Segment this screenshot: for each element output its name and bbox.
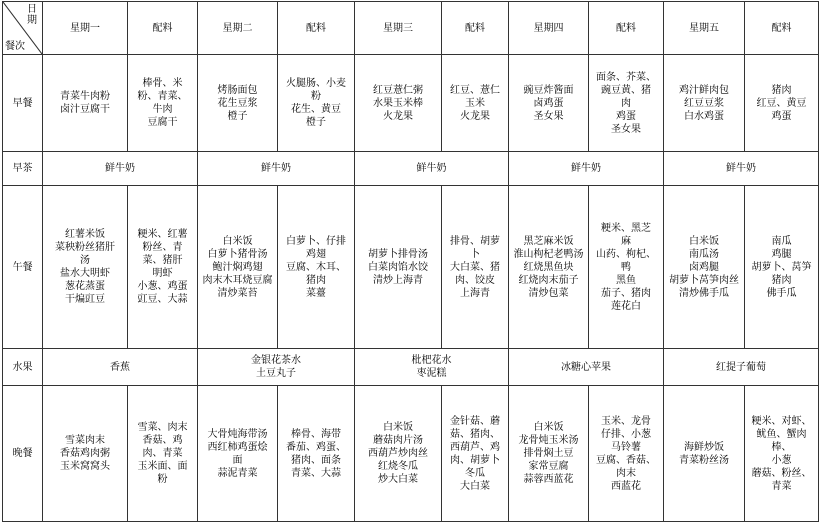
tuesday-morning-tea: 鲜牛奶 [198,152,355,186]
wednesday-lunch-dish: 胡萝卜排骨汤 白菜肉馅水饺 清炒上海青 [355,186,442,349]
corner-date-label: 日 期 [27,4,37,26]
monday-dinner-ingredients: 雪菜、肉末 香菇、鸡 肉、青菜 玉米面、面 粉 [128,386,198,522]
header-monday: 星期一 [43,2,128,55]
friday-lunch-ingredients: 南瓜 鸡腿 胡萝卜、莴笋 猪肉 佛手瓜 [745,186,819,349]
meal-label-dinner: 晚餐 [3,386,43,522]
breakfast-row [3,55,819,152]
wednesday-dinner-dish: 白米饭 蘑菇肉片汤 西葫芦炒肉丝 红烧冬瓜 炒大白菜 [355,386,442,522]
header-tuesday: 星期二 [198,2,278,55]
meal-label-fruit: 水果 [3,349,43,386]
monday-dinner-dish: 雪菜肉末 香菇鸡肉粥 玉米窝窝头 [43,386,128,522]
monday-breakfast-dish: 青菜牛肉粉 卤汁豆腐干 [43,55,128,152]
tuesday-fruit: 金银花茶水 土豆丸子 [198,349,355,386]
tuesday-lunch-dish: 白米饭 白萝卜猪骨汤 鲍汁焖鸡翅 肉末木耳烧豆腐 清炒菜苔 [198,186,278,349]
dinner-row [3,386,819,522]
thursday-morning-tea: 鲜牛奶 [509,152,664,186]
header-ingredients: 配料 [278,2,355,55]
header-row [3,2,819,55]
weekly-menu-table [2,1,819,522]
meal-label-lunch: 午餐 [3,186,43,349]
corner-header [3,2,43,55]
wednesday-lunch-ingredients: 排骨、胡萝 卜 大白菜、猪 肉、饺皮 上海青 [442,186,509,349]
thursday-lunch-dish: 黑芝麻米饭 淮山枸杞老鸭汤 红烧黑鱼块 红烧肉末茄子 清炒包菜 [509,186,589,349]
header-wednesday: 星期三 [355,2,442,55]
meal-label-morning-tea: 早茶 [3,152,43,186]
thursday-lunch-ingredients: 粳米、黑芝 麻 山药、枸杞、 鸭 黑鱼 茄子、猪肉 莲花白 [589,186,664,349]
thursday-fruit: 冰糖心苹果 [509,349,664,386]
wednesday-breakfast-ingredients: 红豆、薏仁 玉米 火龙果 [442,55,509,152]
corner-meal-label: 餐次 [5,41,25,52]
friday-fruit: 红提子葡萄 [664,349,819,386]
header-friday: 星期五 [664,2,745,55]
monday-lunch-dish: 红薯米饭 菜秧粉丝猪肝 汤 盐水大明虾 葱花蒸蛋 干煸豇豆 [43,186,128,349]
header-ingredients: 配料 [128,2,198,55]
header-ingredients: 配料 [589,2,664,55]
morning-tea-row [3,152,819,186]
friday-dinner-dish: 海鲜炒饭 青菜粉丝汤 [664,386,745,522]
thursday-dinner-dish: 白米饭 龙骨炖玉米汤 排骨焖土豆 家常豆腐 蒜蓉西蓝花 [509,386,589,522]
thursday-breakfast-ingredients: 面条、芥菜、 豌豆黄、猪 肉 鸡蛋 圣女果 [589,55,664,152]
friday-morning-tea: 鲜牛奶 [664,152,819,186]
tuesday-dinner-ingredients: 棒骨、海带 番茄、鸡蛋、 猪肉、面条 青菜、大蒜 [278,386,355,522]
friday-dinner-ingredients: 粳米、对虾、 鱿鱼、蟹肉棒、 小葱 蘑菇、粉丝、 青菜 [745,386,819,522]
fruit-row [3,349,819,386]
monday-lunch-ingredients: 粳米、红薯 粉丝、青 菜、猪肝 明虾 小葱、鸡蛋 豇豆、大蒜 [128,186,198,349]
thursday-breakfast-dish: 豌豆炸酱面 卤鸡蛋 圣女果 [509,55,589,152]
thursday-dinner-ingredients: 玉米、龙骨 仔排、小葱 马铃薯 豆腐、香菇、 肉末 西蓝花 [589,386,664,522]
header-ingredients: 配料 [745,2,819,55]
wednesday-dinner-ingredients: 金针菇、蘑 菇、猪肉、 西葫芦、鸡 肉、胡萝卜 冬瓜 大白菜 [442,386,509,522]
tuesday-dinner-dish: 大骨炖海带汤 西红柿鸡蛋烩 面 蒜泥青菜 [198,386,278,522]
monday-morning-tea: 鲜牛奶 [43,152,198,186]
monday-fruit: 香蕉 [43,349,198,386]
wednesday-fruit: 枇杷花水 枣泥糕 [355,349,509,386]
tuesday-breakfast-dish: 烤肠面包 花生豆浆 橙子 [198,55,278,152]
wednesday-morning-tea: 鲜牛奶 [355,152,509,186]
wednesday-breakfast-dish: 红豆薏仁粥 水果玉米棒 火龙果 [355,55,442,152]
friday-breakfast-dish: 鸡汁鲜肉包 红豆豆浆 白水鸡蛋 [664,55,745,152]
header-thursday: 星期四 [509,2,589,55]
friday-lunch-dish: 白米饭 南瓜汤 卤鸡腿 胡萝卜莴笋肉丝 清炒佛手瓜 [664,186,745,349]
meal-label-breakfast: 早餐 [3,55,43,152]
tuesday-lunch-ingredients: 白萝卜、仔排 鸡翅 豆腐、木耳、 猪肉 菜薹 [278,186,355,349]
lunch-row [3,186,819,349]
header-ingredients: 配料 [442,2,509,55]
monday-breakfast-ingredients: 棒骨、米 粉、青菜、 牛肉 豆腐干 [128,55,198,152]
tuesday-breakfast-ingredients: 火腿肠、小麦 粉 花生、黄豆 橙子 [278,55,355,152]
friday-breakfast-ingredients: 猪肉 红豆、黄豆 鸡蛋 [745,55,819,152]
